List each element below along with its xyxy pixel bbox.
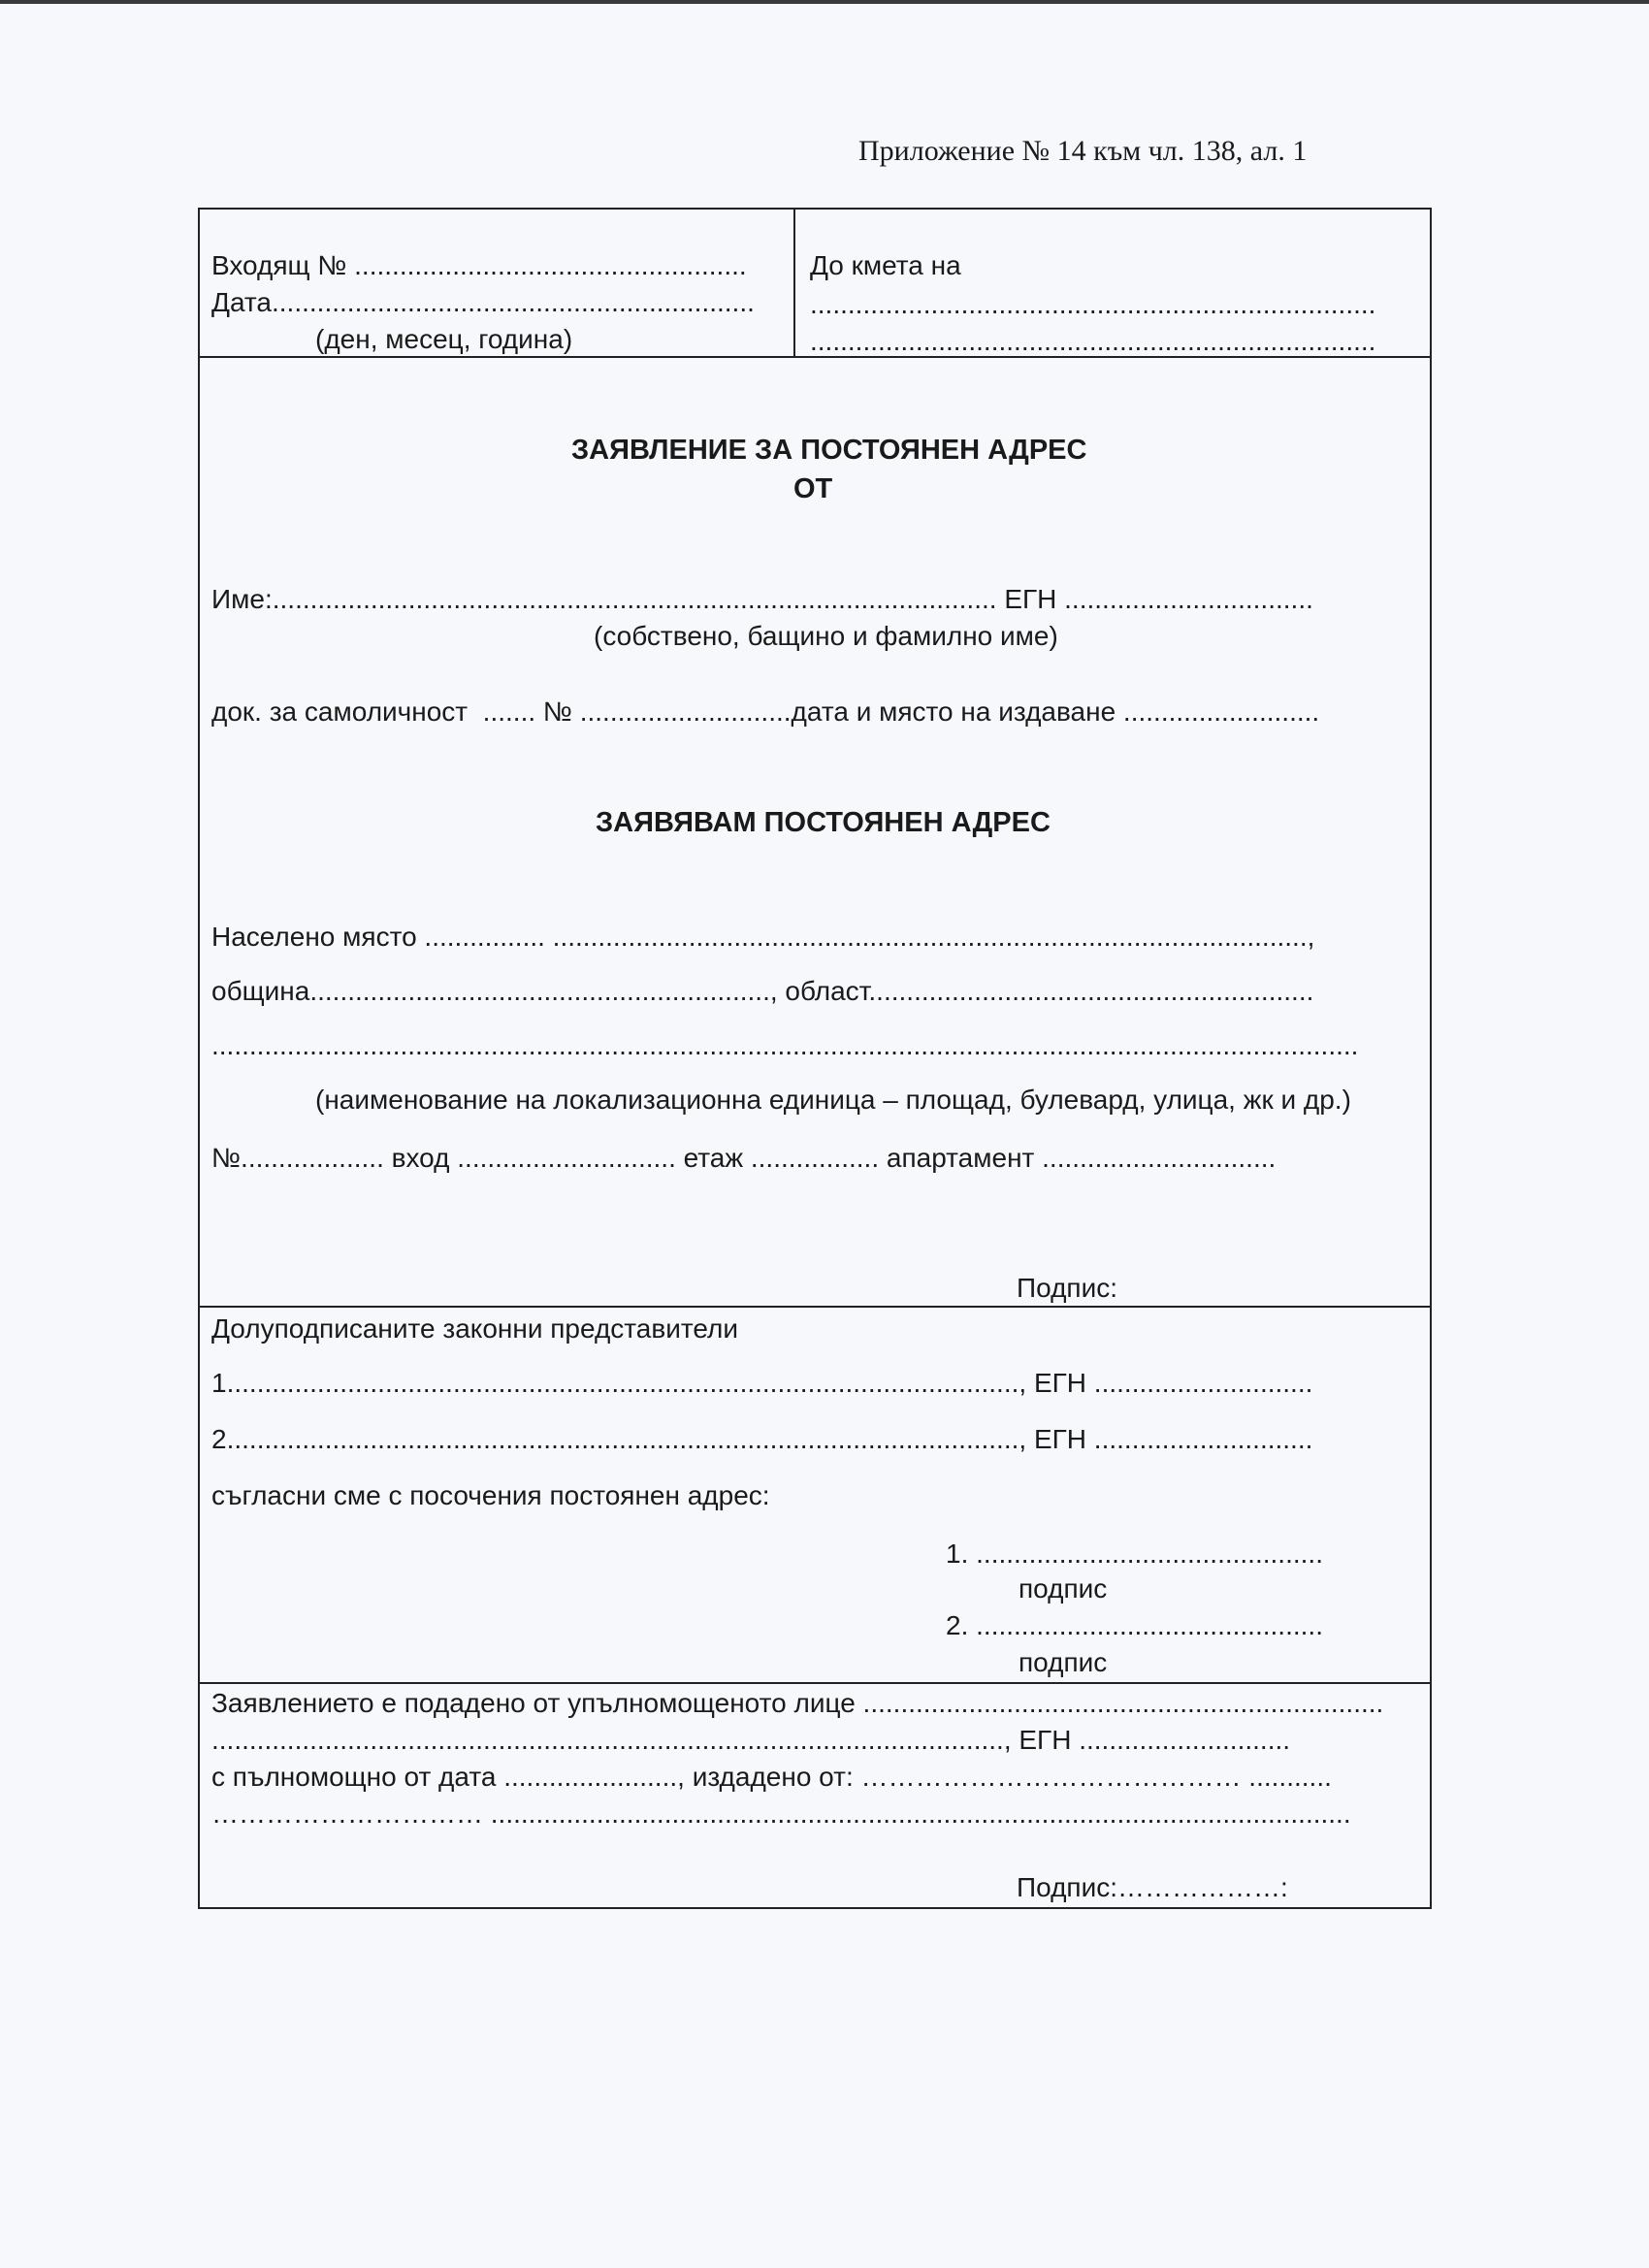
representative-1-signature-label: подпис (1018, 1573, 1108, 1604)
name-hint: (собствено, бащино и фамилно име) (594, 621, 1058, 651)
representative-2-signature-label: подпис (1018, 1647, 1108, 1677)
date-field[interactable]: Дата................................................................ (211, 287, 755, 317)
representatives-agreement: съгласни сме с посочения постоянен адрес: (211, 1480, 770, 1510)
proxy-person-field[interactable]: Заявлението е подадено от упълномощеното лице ..................................................................... (211, 1688, 1384, 1718)
id-document-field[interactable]: док. за самоличност ....... № ............................дата и място на издаване .......................... (211, 697, 1320, 727)
to-mayor-label: До кмета на (810, 250, 961, 280)
main-section-bottom-line (198, 1306, 1432, 1308)
form-title: ЗАЯВЛЕНИЕ ЗА ПОСТОЯНЕН АДРЕС (571, 435, 1087, 466)
incoming-number-field[interactable]: Входящ № .................................................... (211, 250, 747, 280)
power-of-attorney-issuer-field[interactable]: ………………………… .................................................................................................................. (211, 1798, 1351, 1829)
number-entrance-floor-apartment-field[interactable]: №................... вход ............................. етаж ................. апартамент ............................... (211, 1143, 1277, 1173)
applicant-signature-label: Подпис: (1017, 1273, 1118, 1303)
representative-2-signature-field[interactable]: 2. .............................................. (946, 1610, 1323, 1640)
municipality-region-field[interactable]: община............................................................., област........................................................... (211, 976, 1314, 1006)
representative-1-signature-field[interactable]: 1. .............................................. (946, 1539, 1323, 1569)
form-title-from: ОТ (793, 473, 833, 504)
name-egn-field[interactable]: Име:................................................................................................ ЕГН ................................. (211, 584, 1313, 614)
top-box-divider (793, 208, 795, 357)
settlement-field[interactable]: Населено място ................ ...................................................................................................., (211, 922, 1315, 952)
declare-address-title: ЗАЯВЯВАМ ПОСТОЯНЕН АДРЕС (596, 807, 1051, 838)
representative-1-field[interactable]: 1........................................................................................................., ЕГН ............................. (211, 1368, 1313, 1398)
mayor-line-1[interactable]: ........................................................................... (810, 289, 1376, 319)
street-field[interactable]: ........................................................................................................................................................ (211, 1030, 1359, 1060)
date-hint: (ден, месец, година) (315, 324, 573, 354)
annex-reference: Приложение № 14 към чл. 138, ал. 1 (858, 135, 1308, 167)
scan-top-edge (0, 0, 1649, 4)
representative-2-field[interactable]: 2........................................................................................................., ЕГН ............................. (211, 1424, 1313, 1454)
power-of-attorney-field[interactable]: с пълномощно от дата ......................., издадено от: …………………………………… ........... (211, 1762, 1332, 1792)
proxy-signature-label: Подпис:………………: (1017, 1872, 1288, 1902)
representatives-intro: Долуподписаните законни представители (211, 1313, 739, 1344)
representatives-bottom-line (198, 1682, 1432, 1684)
proxy-egn-field[interactable]: ........................................................................................................., ЕГН ............................ (211, 1725, 1291, 1755)
mayor-line-2[interactable]: ........................................................................... (810, 326, 1376, 356)
street-hint: (наименование на локализационна единица – площад, булевард, улица, жк и др.) (315, 1085, 1351, 1115)
